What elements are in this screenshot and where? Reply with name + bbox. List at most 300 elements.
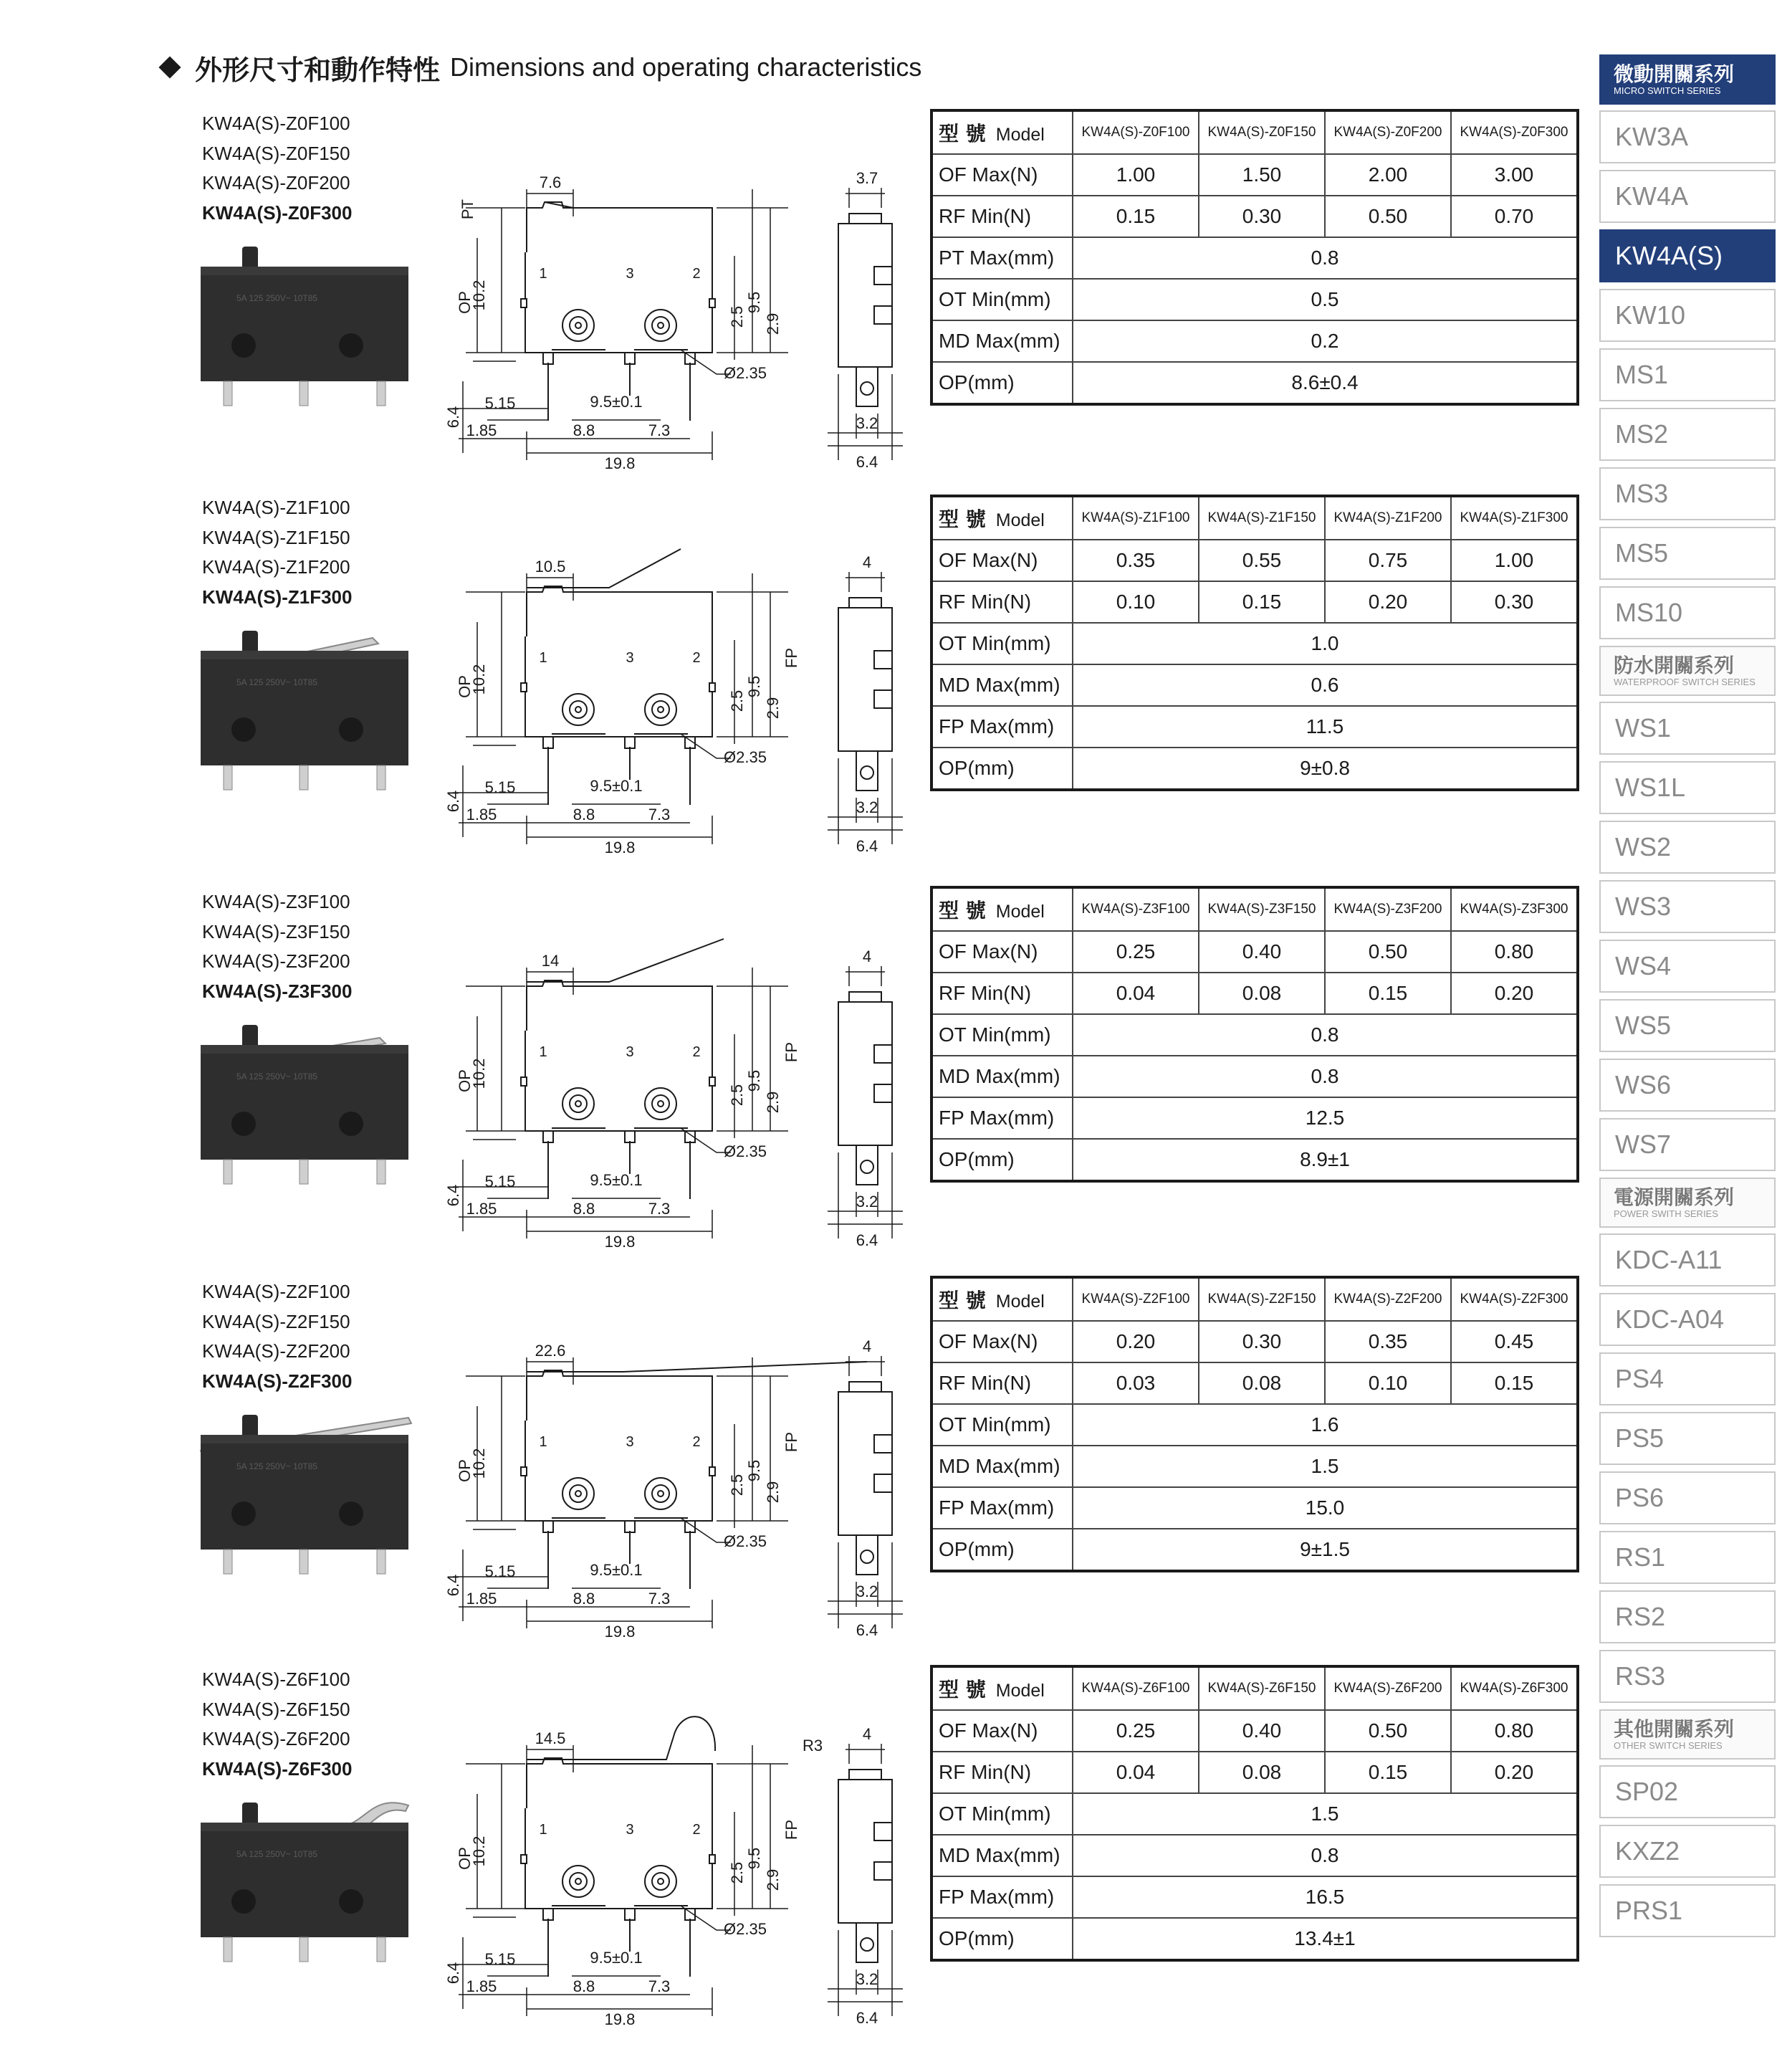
- sidebar-item-kw3a[interactable]: KW3A: [1599, 110, 1776, 163]
- side-view-drawing: [824, 536, 917, 894]
- lever-curl: [674, 1717, 715, 1751]
- svg-text:6.4: 6.4: [444, 1184, 462, 1207]
- product-section: [0, 1277, 1591, 1679]
- terminal: [300, 1550, 308, 1574]
- svg-text:1.85: 1.85: [466, 421, 497, 439]
- svg-text:4: 4: [862, 947, 872, 965]
- svg-text:Ø2.35: Ø2.35: [724, 1920, 767, 1938]
- side-body: [838, 598, 892, 751]
- svg-text:FP: FP: [782, 647, 800, 669]
- category-title-cn: 其他開關系列: [1614, 1717, 1735, 1741]
- svg-text:3: 3: [626, 1044, 634, 1060]
- table-header-cell: 型 號 Model: [931, 110, 1073, 154]
- svg-text:5.15: 5.15: [484, 1562, 516, 1580]
- svg-text:1: 1: [539, 1044, 547, 1060]
- mount-hole: [339, 1502, 363, 1526]
- product-section: [0, 887, 1591, 1289]
- sidebar-category: [1599, 1178, 1776, 1228]
- terminal: [377, 1160, 385, 1184]
- svg-text:6.4: 6.4: [444, 1962, 462, 1985]
- svg-text:9.5: 9.5: [745, 675, 763, 698]
- svg-text:10.2: 10.2: [470, 1835, 488, 1867]
- svg-text:3.2: 3.2: [856, 1970, 878, 1988]
- category-title-en: POWER SWITH SERIES: [1614, 1208, 1718, 1219]
- terminal: [224, 765, 232, 790]
- terminal-pins: [548, 1141, 690, 1199]
- model-list: [202, 1665, 352, 1784]
- svg-text:1: 1: [539, 1434, 547, 1450]
- svg-text:2.9: 2.9: [764, 697, 782, 720]
- svg-text:OP: OP: [456, 675, 474, 698]
- svg-text:6.4: 6.4: [856, 837, 878, 855]
- table-header-cell: 型 號 Model: [931, 496, 1073, 540]
- svg-text:7.3: 7.3: [648, 421, 671, 439]
- svg-text:R3: R3: [803, 1737, 823, 1754]
- svg-text:9.5±0.1: 9.5±0.1: [590, 777, 643, 795]
- svg-text:2.5: 2.5: [728, 1474, 746, 1496]
- model-name: KW4A(S)-Z0F100: [202, 113, 350, 134]
- svg-text:3: 3: [626, 1822, 634, 1838]
- model-header-cell: KW4A(S)-Z6F100: [1073, 1666, 1199, 1710]
- table-row: OT Min(mm) 1.6: [931, 1404, 1578, 1446]
- model-name: KW4A(S)-Z3F200: [202, 950, 350, 972]
- svg-text:3.2: 3.2: [856, 1193, 878, 1211]
- switch-photo: [193, 1023, 423, 1188]
- svg-text:19.8: 19.8: [604, 839, 636, 856]
- terminal: [224, 1160, 232, 1184]
- model-header-cell: KW4A(S)-Z0F150: [1199, 110, 1325, 154]
- category-title-cn: 電源開關系列: [1614, 1185, 1735, 1209]
- table-row: FP Max(mm) 11.5: [931, 706, 1578, 748]
- svg-text:Ø2.35: Ø2.35: [724, 1532, 767, 1550]
- svg-text:6.4: 6.4: [856, 1621, 878, 1639]
- table-row: OT Min(mm) 0.5: [931, 279, 1578, 320]
- table-row: OP(mm) 9±0.8: [931, 748, 1578, 790]
- page-title-cn: 外形尺寸和動作特性: [195, 54, 441, 86]
- svg-text:2: 2: [692, 266, 701, 282]
- model-header-cell: KW4A(S)-Z2F300: [1451, 1277, 1578, 1321]
- svg-text:6.4: 6.4: [444, 790, 462, 813]
- category-title-en: OTHER SWITCH SERIES: [1614, 1739, 1723, 1751]
- table-header-cell: 型 號 Model: [931, 887, 1073, 931]
- sidebar-category: [1599, 54, 1776, 105]
- model-name: KW4A(S)-Z3F300: [202, 980, 353, 1002]
- svg-text:FP: FP: [782, 1819, 800, 1841]
- model-name: KW4A(S)-Z1F100: [202, 497, 350, 518]
- body-outline: [527, 202, 712, 252]
- table-header-row: [931, 887, 1578, 931]
- sidebar-item-kw10[interactable]: KW10: [1599, 289, 1776, 342]
- spec-table: [930, 495, 1579, 791]
- terminal: [377, 1937, 385, 1962]
- svg-text:9.5: 9.5: [745, 1459, 763, 1482]
- table-row: MD Max(mm) 0.8: [931, 1056, 1578, 1097]
- svg-text:10.5: 10.5: [535, 558, 566, 576]
- svg-text:14.5: 14.5: [535, 1729, 566, 1747]
- sidebar-item-ws3[interactable]: WS3: [1599, 880, 1776, 933]
- model-header-cell: KW4A(S)-Z1F200: [1325, 496, 1451, 540]
- mount-hole: [231, 333, 256, 358]
- terminal: [300, 1937, 308, 1962]
- terminal: [224, 381, 232, 406]
- model-list: [202, 1277, 352, 1396]
- side-view-drawing: [824, 1320, 917, 1679]
- switch-photo: [193, 1801, 423, 1966]
- body-marking: 5A 125 250V~ 10T85: [236, 1461, 318, 1471]
- model-name: KW4A(S)-Z2F150: [202, 1310, 350, 1332]
- switch-body: [201, 1435, 408, 1550]
- terminal: [377, 381, 385, 406]
- mount-hole: [339, 1112, 363, 1136]
- svg-text:9.5±0.1: 9.5±0.1: [590, 1561, 643, 1579]
- svg-text:5.15: 5.15: [484, 778, 516, 796]
- sidebar-item-kw4a[interactable]: KW4A: [1599, 170, 1776, 223]
- terminal: [224, 1550, 232, 1574]
- table-row: OF Max(N) 0.20 0.30 0.35 0.45: [931, 1321, 1578, 1362]
- table-row: RF Min(N) 0.04 0.08 0.15 0.20: [931, 1752, 1578, 1793]
- svg-text:10.2: 10.2: [470, 1058, 488, 1089]
- svg-text:OP: OP: [456, 1069, 474, 1092]
- svg-text:2.9: 2.9: [764, 1091, 782, 1114]
- table-row: PT Max(mm) 0.8: [931, 237, 1578, 279]
- terminal-pins: [548, 747, 690, 805]
- svg-text:8.8: 8.8: [573, 1200, 595, 1218]
- svg-text:5.15: 5.15: [484, 394, 516, 412]
- svg-text:PT: PT: [459, 199, 476, 220]
- model-header-cell: KW4A(S)-Z6F200: [1325, 1666, 1451, 1710]
- svg-text:1.85: 1.85: [466, 1200, 497, 1218]
- sidebar-item-ws4[interactable]: WS4: [1599, 940, 1776, 993]
- table-row: RF Min(N) 0.04 0.08 0.15 0.20: [931, 973, 1578, 1014]
- table-row: OT Min(mm) 1.5: [931, 1793, 1578, 1835]
- model-header-cell: KW4A(S)-Z1F100: [1073, 496, 1199, 540]
- model-header-cell: KW4A(S)-Z0F300: [1451, 110, 1578, 154]
- side-view-drawing: [824, 1708, 917, 2066]
- table-row: MD Max(mm) 0.8: [931, 1835, 1578, 1876]
- svg-text:2: 2: [692, 1044, 701, 1060]
- category-title-en: MICRO SWITCH SERIES: [1614, 85, 1721, 96]
- svg-text:2: 2: [692, 650, 701, 666]
- model-header-cell: KW4A(S)-Z2F150: [1199, 1277, 1325, 1321]
- switch-photo: [193, 245, 423, 410]
- model-header-cell: KW4A(S)-Z3F300: [1451, 887, 1578, 931]
- model-header-cell: KW4A(S)-Z0F200: [1325, 110, 1451, 154]
- sidebar-item-ms3[interactable]: MS3: [1599, 467, 1776, 520]
- model-name: KW4A(S)-Z0F300: [202, 201, 353, 224]
- sidebar-item-ws2[interactable]: WS2: [1599, 821, 1776, 874]
- sidebar-item-ws7[interactable]: WS7: [1599, 1118, 1776, 1171]
- table-header-row: [931, 496, 1578, 540]
- svg-text:3.2: 3.2: [856, 1582, 878, 1600]
- model-name: KW4A(S)-Z1F300: [202, 586, 353, 608]
- svg-text:2: 2: [692, 1822, 701, 1838]
- model-name: KW4A(S)-Z2F200: [202, 1340, 350, 1362]
- svg-text:14: 14: [541, 952, 560, 970]
- product-section: [0, 109, 1591, 510]
- svg-text:3: 3: [626, 1434, 634, 1450]
- svg-text:10.2: 10.2: [470, 1448, 488, 1479]
- model-header-cell: KW4A(S)-Z3F150: [1199, 887, 1325, 931]
- table-row: OF Max(N) 1.00 1.50 2.00 3.00: [931, 154, 1578, 196]
- model-header-cell: KW4A(S)-Z3F100: [1073, 887, 1199, 931]
- table-header-cell: 型 號 Model: [931, 1277, 1073, 1321]
- switch-photo: [193, 1413, 423, 1578]
- sidebar-item-ms1[interactable]: MS1: [1599, 348, 1776, 401]
- table-row: OF Max(N) 0.35 0.55 0.75 1.00: [931, 540, 1578, 581]
- page-title-en: Dimensions and operating characteristics: [450, 52, 922, 82]
- model-name: KW4A(S)-Z6F300: [202, 1757, 353, 1780]
- body-outline: [527, 1758, 712, 1808]
- svg-text:1: 1: [539, 266, 547, 282]
- model-name: KW4A(S)-Z3F100: [202, 891, 350, 912]
- model-name: KW4A(S)-Z2F300: [202, 1370, 353, 1392]
- table-row: FP Max(mm) 12.5: [931, 1097, 1578, 1139]
- switch-body: [201, 1045, 408, 1160]
- svg-text:OP: OP: [456, 1847, 474, 1870]
- mount-hole: [231, 1889, 256, 1914]
- svg-text:3: 3: [626, 266, 634, 282]
- sidebar-item-ps5[interactable]: PS5: [1599, 1412, 1776, 1465]
- svg-text:19.8: 19.8: [604, 1233, 636, 1251]
- svg-text:1: 1: [539, 1822, 547, 1838]
- sidebar-item-ms5[interactable]: MS5: [1599, 527, 1776, 580]
- svg-text:3: 3: [626, 650, 634, 666]
- model-name: KW4A(S)-Z6F100: [202, 1668, 350, 1690]
- sidebar-item-kw4a-s[interactable]: KW4A(S): [1599, 229, 1776, 282]
- svg-text:3.7: 3.7: [856, 169, 878, 187]
- table-row: OP(mm) 8.6±0.4: [931, 362, 1578, 404]
- svg-text:19.8: 19.8: [604, 454, 636, 472]
- svg-text:1: 1: [539, 650, 547, 666]
- lever-line: [545, 202, 573, 208]
- svg-text:5.15: 5.15: [484, 1950, 516, 1968]
- body-outline: [527, 586, 712, 636]
- model-header-cell: KW4A(S)-Z6F300: [1451, 1666, 1578, 1710]
- svg-text:6.4: 6.4: [856, 453, 878, 471]
- model-name: KW4A(S)-Z3F150: [202, 920, 350, 942]
- model-header-cell: KW4A(S)-Z6F150: [1199, 1666, 1325, 1710]
- side-body: [838, 992, 892, 1145]
- svg-text:2.5: 2.5: [728, 689, 746, 712]
- body-outline: [527, 1370, 712, 1421]
- body-marking: 5A 125 250V~ 10T85: [236, 293, 318, 303]
- side-body: [838, 1382, 892, 1535]
- svg-text:1.85: 1.85: [466, 1590, 497, 1608]
- table-header-row: [931, 1277, 1578, 1321]
- sidebar-item-ps6[interactable]: PS6: [1599, 1471, 1776, 1524]
- svg-text:7.6: 7.6: [539, 173, 562, 191]
- svg-text:2.9: 2.9: [764, 1868, 782, 1891]
- mount-hole: [231, 1502, 256, 1526]
- model-name: KW4A(S)-Z2F100: [202, 1281, 350, 1302]
- svg-text:6.4: 6.4: [444, 406, 462, 429]
- svg-text:Ø2.35: Ø2.35: [724, 364, 767, 382]
- model-header-cell: KW4A(S)-Z2F200: [1325, 1277, 1451, 1321]
- table-row: RF Min(N) 0.03 0.08 0.10 0.15: [931, 1362, 1578, 1404]
- table-row: MD Max(mm) 0.6: [931, 664, 1578, 706]
- svg-text:9.5: 9.5: [745, 1847, 763, 1870]
- terminal: [377, 1550, 385, 1574]
- svg-text:OP: OP: [456, 1459, 474, 1482]
- svg-text:7.3: 7.3: [648, 806, 671, 823]
- sidebar-item-kdc-a04[interactable]: KDC-A04: [1599, 1293, 1776, 1346]
- model-header-cell: KW4A(S)-Z3F200: [1325, 887, 1451, 931]
- terminal: [300, 1160, 308, 1184]
- model-name: KW4A(S)-Z1F150: [202, 526, 350, 548]
- sidebar-item-kxz2[interactable]: KXZ2: [1599, 1825, 1776, 1878]
- svg-text:3.2: 3.2: [856, 414, 878, 432]
- svg-text:3.2: 3.2: [856, 798, 878, 816]
- terminal-pins: [548, 363, 690, 421]
- spec-table: [930, 1276, 1579, 1572]
- sidebar-item-prs1[interactable]: PRS1: [1599, 1884, 1776, 1937]
- table-row: OP(mm) 8.9±1: [931, 1139, 1578, 1181]
- svg-text:FP: FP: [782, 1041, 800, 1063]
- model-name: KW4A(S)-Z0F200: [202, 172, 350, 194]
- table-header-row: [931, 1666, 1578, 1710]
- model-header-cell: KW4A(S)-Z1F300: [1451, 496, 1578, 540]
- table-row: FP Max(mm) 15.0: [931, 1487, 1578, 1529]
- body-marking: 5A 125 250V~ 10T85: [236, 677, 318, 687]
- svg-text:10.2: 10.2: [470, 664, 488, 695]
- sidebar-item-ms10[interactable]: MS10: [1599, 586, 1776, 639]
- svg-text:FP: FP: [782, 1431, 800, 1453]
- sidebar-item-ws1[interactable]: WS1: [1599, 702, 1776, 755]
- svg-text:1.85: 1.85: [466, 806, 497, 823]
- category-title-en: WATERPROOF SWITCH SERIES: [1614, 676, 1756, 687]
- svg-text:8.8: 8.8: [573, 806, 595, 823]
- table-row: MD Max(mm) 1.5: [931, 1446, 1578, 1487]
- table-row: OP(mm) 9±1.5: [931, 1529, 1578, 1571]
- model-name: KW4A(S)-Z0F150: [202, 142, 350, 164]
- diamond-bullet-icon: [158, 56, 181, 78]
- svg-text:Ø2.35: Ø2.35: [724, 1142, 767, 1160]
- switch-body: [201, 267, 408, 381]
- mount-hole: [231, 717, 256, 742]
- side-view-drawing: [824, 152, 917, 510]
- svg-text:2.5: 2.5: [728, 1861, 746, 1884]
- model-list: [202, 493, 352, 612]
- table-row: OT Min(mm) 1.0: [931, 623, 1578, 664]
- body-marking: 5A 125 250V~ 10T85: [236, 1071, 318, 1082]
- body-outline: [527, 980, 712, 1031]
- svg-text:9.5: 9.5: [745, 291, 763, 314]
- sidebar-item-ws1l[interactable]: WS1L: [1599, 761, 1776, 814]
- svg-text:6.4: 6.4: [856, 1231, 878, 1249]
- side-body: [838, 1770, 892, 1923]
- table-row: OF Max(N) 0.25 0.40 0.50 0.80: [931, 931, 1578, 973]
- table-row: FP Max(mm) 16.5: [931, 1876, 1578, 1918]
- model-name: KW4A(S)-Z6F150: [202, 1698, 350, 1720]
- sidebar-category: [1599, 1709, 1776, 1760]
- terminal: [224, 1937, 232, 1962]
- mount-hole: [339, 717, 363, 742]
- svg-text:22.6: 22.6: [535, 1342, 566, 1360]
- lever-line: [527, 1362, 867, 1372]
- mount-hole: [339, 1889, 363, 1914]
- side-body: [838, 214, 892, 367]
- svg-text:4: 4: [862, 1337, 872, 1355]
- category-title-cn: 微動開關系列: [1614, 62, 1735, 86]
- svg-text:2: 2: [692, 1434, 701, 1450]
- body-marking: 5A 125 250V~ 10T85: [236, 1849, 318, 1859]
- table-row: OF Max(N) 0.25 0.40 0.50 0.80: [931, 1710, 1578, 1752]
- table-header-cell: 型 號 Model: [931, 1666, 1073, 1710]
- svg-text:7.3: 7.3: [648, 1590, 671, 1608]
- svg-text:6.4: 6.4: [856, 2009, 878, 2027]
- terminal-pins: [548, 1531, 690, 1589]
- svg-text:19.8: 19.8: [604, 2010, 636, 2028]
- svg-text:8.8: 8.8: [573, 1977, 595, 1995]
- model-header-cell: KW4A(S)-Z0F100: [1073, 110, 1199, 154]
- svg-text:7.3: 7.3: [648, 1200, 671, 1218]
- mount-hole: [339, 333, 363, 358]
- model-header-cell: KW4A(S)-Z1F150: [1199, 496, 1325, 540]
- model-name: KW4A(S)-Z6F200: [202, 1728, 350, 1749]
- terminal: [377, 765, 385, 790]
- sidebar-item-kdc-a11[interactable]: KDC-A11: [1599, 1233, 1776, 1286]
- svg-text:9.5±0.1: 9.5±0.1: [590, 393, 643, 411]
- svg-text:4: 4: [862, 553, 872, 571]
- table-row: OP(mm) 13.4±1: [931, 1918, 1578, 1960]
- category-title-cn: 防水開關系列: [1614, 653, 1735, 677]
- switch-photo: [193, 629, 423, 794]
- switch-body: [201, 1823, 408, 1937]
- svg-text:OP: OP: [456, 291, 474, 314]
- sidebar-item-ws6[interactable]: WS6: [1599, 1059, 1776, 1112]
- model-list: [202, 887, 352, 1006]
- svg-text:9.5±0.1: 9.5±0.1: [590, 1949, 643, 1967]
- svg-text:10.2: 10.2: [470, 280, 488, 311]
- sidebar-item-rs2[interactable]: RS2: [1599, 1590, 1776, 1643]
- svg-text:9.5: 9.5: [745, 1069, 763, 1092]
- terminal-pins: [548, 1919, 690, 1977]
- model-header-cell: KW4A(S)-Z2F100: [1073, 1277, 1199, 1321]
- series-sidebar: [1599, 54, 1776, 1944]
- svg-text:8.8: 8.8: [573, 1590, 595, 1608]
- sidebar-item-ps4[interactable]: PS4: [1599, 1352, 1776, 1405]
- table-row: RF Min(N) 0.10 0.15 0.20 0.30: [931, 581, 1578, 623]
- svg-text:2.5: 2.5: [728, 305, 746, 328]
- table-header-row: [931, 110, 1578, 154]
- svg-text:2.9: 2.9: [764, 1481, 782, 1504]
- svg-text:4: 4: [862, 1725, 872, 1743]
- terminal: [300, 381, 308, 406]
- sidebar-item-rs1[interactable]: RS1: [1599, 1531, 1776, 1584]
- terminal: [300, 765, 308, 790]
- svg-text:6.4: 6.4: [444, 1574, 462, 1597]
- spec-table: [930, 109, 1579, 406]
- table-row: RF Min(N) 0.15 0.30 0.50 0.70: [931, 196, 1578, 237]
- spec-table: [930, 886, 1579, 1183]
- svg-text:1.85: 1.85: [466, 1977, 497, 1995]
- svg-text:2.9: 2.9: [764, 312, 782, 335]
- sidebar-item-ws5[interactable]: WS5: [1599, 999, 1776, 1052]
- product-section: [0, 1665, 1591, 2066]
- sidebar-item-sp02[interactable]: SP02: [1599, 1765, 1776, 1818]
- model-list: [202, 109, 352, 228]
- svg-text:8.8: 8.8: [573, 421, 595, 439]
- sidebar-category: [1599, 646, 1776, 696]
- sidebar-item-ms2[interactable]: MS2: [1599, 408, 1776, 461]
- mount-hole: [231, 1112, 256, 1136]
- product-section: [0, 493, 1591, 894]
- table-row: MD Max(mm) 0.2: [931, 320, 1578, 362]
- side-view-drawing: [824, 930, 917, 1289]
- sidebar-item-rs3[interactable]: RS3: [1599, 1650, 1776, 1703]
- switch-body: [201, 651, 408, 765]
- svg-text:19.8: 19.8: [604, 1623, 636, 1641]
